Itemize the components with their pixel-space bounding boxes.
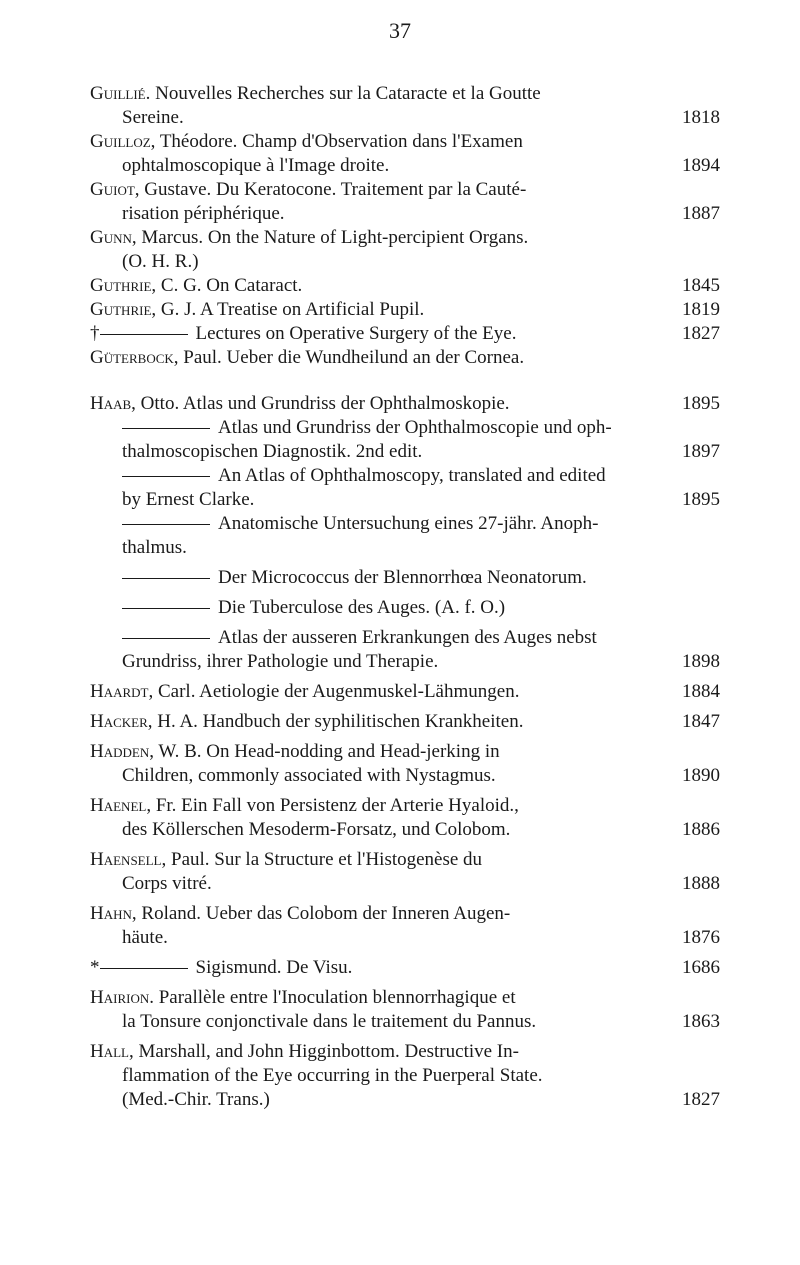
- entry-author: Hacker,: [90, 711, 153, 732]
- ditto-dash: [100, 334, 188, 335]
- entry-year: 1845: [682, 275, 720, 296]
- entry-text: Der Micrococcus der Blennorrhœa Neonatorum.: [218, 567, 587, 588]
- ditto-dash: [122, 578, 210, 579]
- entry-text: Paul. Ueber die Wundheilund an der Cornea.: [183, 347, 525, 368]
- entry-text: thalmus.: [122, 537, 187, 558]
- ditto-dash: [100, 968, 188, 969]
- entry-text: Roland. Ueber das Colobom der Inneren Augen-: [141, 903, 511, 924]
- entry-author: Haab,: [90, 393, 136, 414]
- bibliography-entry: [90, 416, 720, 464]
- asterisk-mark: *: [90, 957, 100, 978]
- bibliography-entry: [90, 710, 720, 734]
- bibliography-entry: [90, 298, 720, 322]
- entry-text: Carl. Aetiologie der Augenmuskel-Lähmungen.: [158, 681, 520, 702]
- entry-text: W. B. On Head-nodding and Head-jerking in: [158, 741, 500, 762]
- entry-author: Hall,: [90, 1041, 134, 1062]
- entry-text: Gustave. Du Keratocone. Traitement par la Cauté-: [144, 179, 527, 200]
- entry-year: 1894: [682, 155, 720, 176]
- bibliography-entry: [90, 680, 720, 704]
- entry-text: (Med.-Chir. Trans.): [122, 1089, 270, 1110]
- entry-author: Guthrie,: [90, 299, 157, 320]
- ditto-dash: [122, 608, 210, 609]
- entry-text: G. J. A Treatise on Artificial Pupil.: [160, 299, 425, 320]
- bibliography-entry: [90, 464, 720, 512]
- entry-author: Güterbock,: [90, 347, 179, 368]
- entry-text: risation périphérique.: [122, 203, 285, 224]
- entry-author: Guthrie,: [90, 275, 157, 296]
- bibliography-entry: [90, 322, 720, 346]
- entry-author: Hairion.: [90, 987, 154, 1008]
- entry-text: ophtalmoscopique à l'Image droite.: [122, 155, 390, 176]
- entry-text: Théodore. Champ d'Observation dans l'Examen: [159, 131, 523, 152]
- entry-year: 1897: [682, 441, 720, 462]
- entry-year: 1895: [682, 489, 720, 510]
- ditto-dash: [122, 638, 210, 639]
- page-number: 37: [389, 18, 411, 43]
- bibliography-entry: [90, 740, 720, 788]
- entry-text: Sigismund. De Visu.: [195, 957, 353, 978]
- entry-year: 1890: [682, 765, 720, 786]
- entry-author: Haenel,: [90, 795, 152, 816]
- entry-author: Guillié.: [90, 83, 151, 104]
- entry-text: Marshall, and John Higginbottom. Destructive In-: [138, 1041, 519, 1062]
- entry-text: Atlas und Grundriss der Ophthalmoscopie und oph-: [218, 417, 612, 438]
- entry-text: Grundriss, ihrer Pathologie und Therapie.: [122, 651, 439, 672]
- entry-text: Atlas der ausseren Erkrankungen des Auges nebst: [218, 627, 597, 648]
- entry-year: 1888: [682, 873, 720, 894]
- entry-year: 1884: [682, 681, 720, 702]
- ditto-dash: [122, 428, 210, 429]
- bibliography-entry: [90, 1040, 720, 1112]
- entry-text: Otto. Atlas und Grundriss der Ophthalmoskopie.: [140, 393, 510, 414]
- entry-text: häute.: [122, 927, 168, 948]
- bibliography-entry: [90, 626, 720, 674]
- bibliography-entry: [90, 596, 720, 620]
- bibliography-entry: [90, 392, 720, 416]
- bibliography-entry: [90, 512, 720, 560]
- entry-text: Lectures on Operative Surgery of the Eye.: [195, 323, 517, 344]
- bibliography-entry: [90, 82, 720, 130]
- entry-text: Marcus. On the Nature of Light-percipient Organs.: [141, 227, 529, 248]
- entry-text: Nouvelles Recherches sur la Cataracte et la Goutte: [155, 83, 541, 104]
- entry-year: 1827: [682, 1089, 720, 1110]
- bibliography-entry: [90, 130, 720, 178]
- entry-year: 1819: [682, 299, 720, 320]
- entry-text: H. A. Handbuch der syphilitischen Krankheiten.: [157, 711, 524, 732]
- bibliography-entry: [90, 566, 720, 590]
- entry-text: Paul. Sur la Structure et l'Histogenèse du: [171, 849, 483, 870]
- entry-text: la Tonsure conjonctivale dans le traitement du Pannus.: [122, 1011, 537, 1032]
- section-gap: [90, 370, 720, 392]
- entry-text: Sereine.: [122, 107, 184, 128]
- entry-year: 1818: [682, 107, 720, 128]
- entry-author: Guiot,: [90, 179, 140, 200]
- bibliography-entry: [90, 902, 720, 950]
- ditto-dash: [122, 476, 210, 477]
- entry-year: 1895: [682, 393, 720, 414]
- entry-text: Children, commonly associated with Nystagmus.: [122, 765, 496, 786]
- entry-author: Hahn,: [90, 903, 137, 924]
- entry-text: thalmoscopischen Diagnostik. 2nd edit.: [122, 441, 423, 462]
- bibliography-list: [90, 82, 720, 1112]
- bibliography-entry: [90, 274, 720, 298]
- entry-year: 1827: [682, 323, 720, 344]
- bibliography-entry: [90, 848, 720, 896]
- entry-text: Fr. Ein Fall von Persistenz der Arterie Hyaloid.,: [155, 795, 519, 816]
- entry-author: Haensell,: [90, 849, 167, 870]
- entry-author: Guilloz,: [90, 131, 156, 152]
- entry-text: Die Tuberculose des Auges. (A. f. O.): [218, 597, 506, 618]
- entry-text: An Atlas of Ophthalmoscopy, translated and edited: [218, 465, 606, 486]
- entry-text: des Köllerschen Mesoderm-Forsatz, und Colobom.: [122, 819, 511, 840]
- dagger-mark: †: [90, 323, 100, 344]
- ditto-dash: [122, 524, 210, 525]
- entry-text: Anatomische Untersuchung eines 27-jähr. Anoph-: [218, 513, 599, 534]
- bibliography-entry: [90, 346, 720, 370]
- entry-text: Parallèle entre l'Inoculation blennorrhagique et: [158, 987, 516, 1008]
- entry-year: 1863: [682, 1011, 720, 1032]
- entry-text: flammation of the Eye occurring in the Puerperal State.: [122, 1065, 543, 1086]
- bibliography-entry: [90, 178, 720, 226]
- entry-text: C. G. On Cataract.: [160, 275, 303, 296]
- bibliography-entry: [90, 956, 720, 980]
- entry-year: 1686: [682, 957, 720, 978]
- bibliography-entry: [90, 226, 720, 274]
- entry-year: 1886: [682, 819, 720, 840]
- bibliography-entry: [90, 794, 720, 842]
- entry-author: Gunn,: [90, 227, 137, 248]
- entry-author: Hadden,: [90, 741, 154, 762]
- entry-text: Corps vitré.: [122, 873, 212, 894]
- entry-text: (O. H. R.): [122, 251, 199, 272]
- entry-author: Haardt,: [90, 681, 154, 702]
- entry-year: 1887: [682, 203, 720, 224]
- entry-year: 1898: [682, 651, 720, 672]
- entry-year: 1847: [682, 711, 720, 732]
- bibliography-entry: [90, 986, 720, 1034]
- entry-year: 1876: [682, 927, 720, 948]
- entry-text: by Ernest Clarke.: [122, 489, 255, 510]
